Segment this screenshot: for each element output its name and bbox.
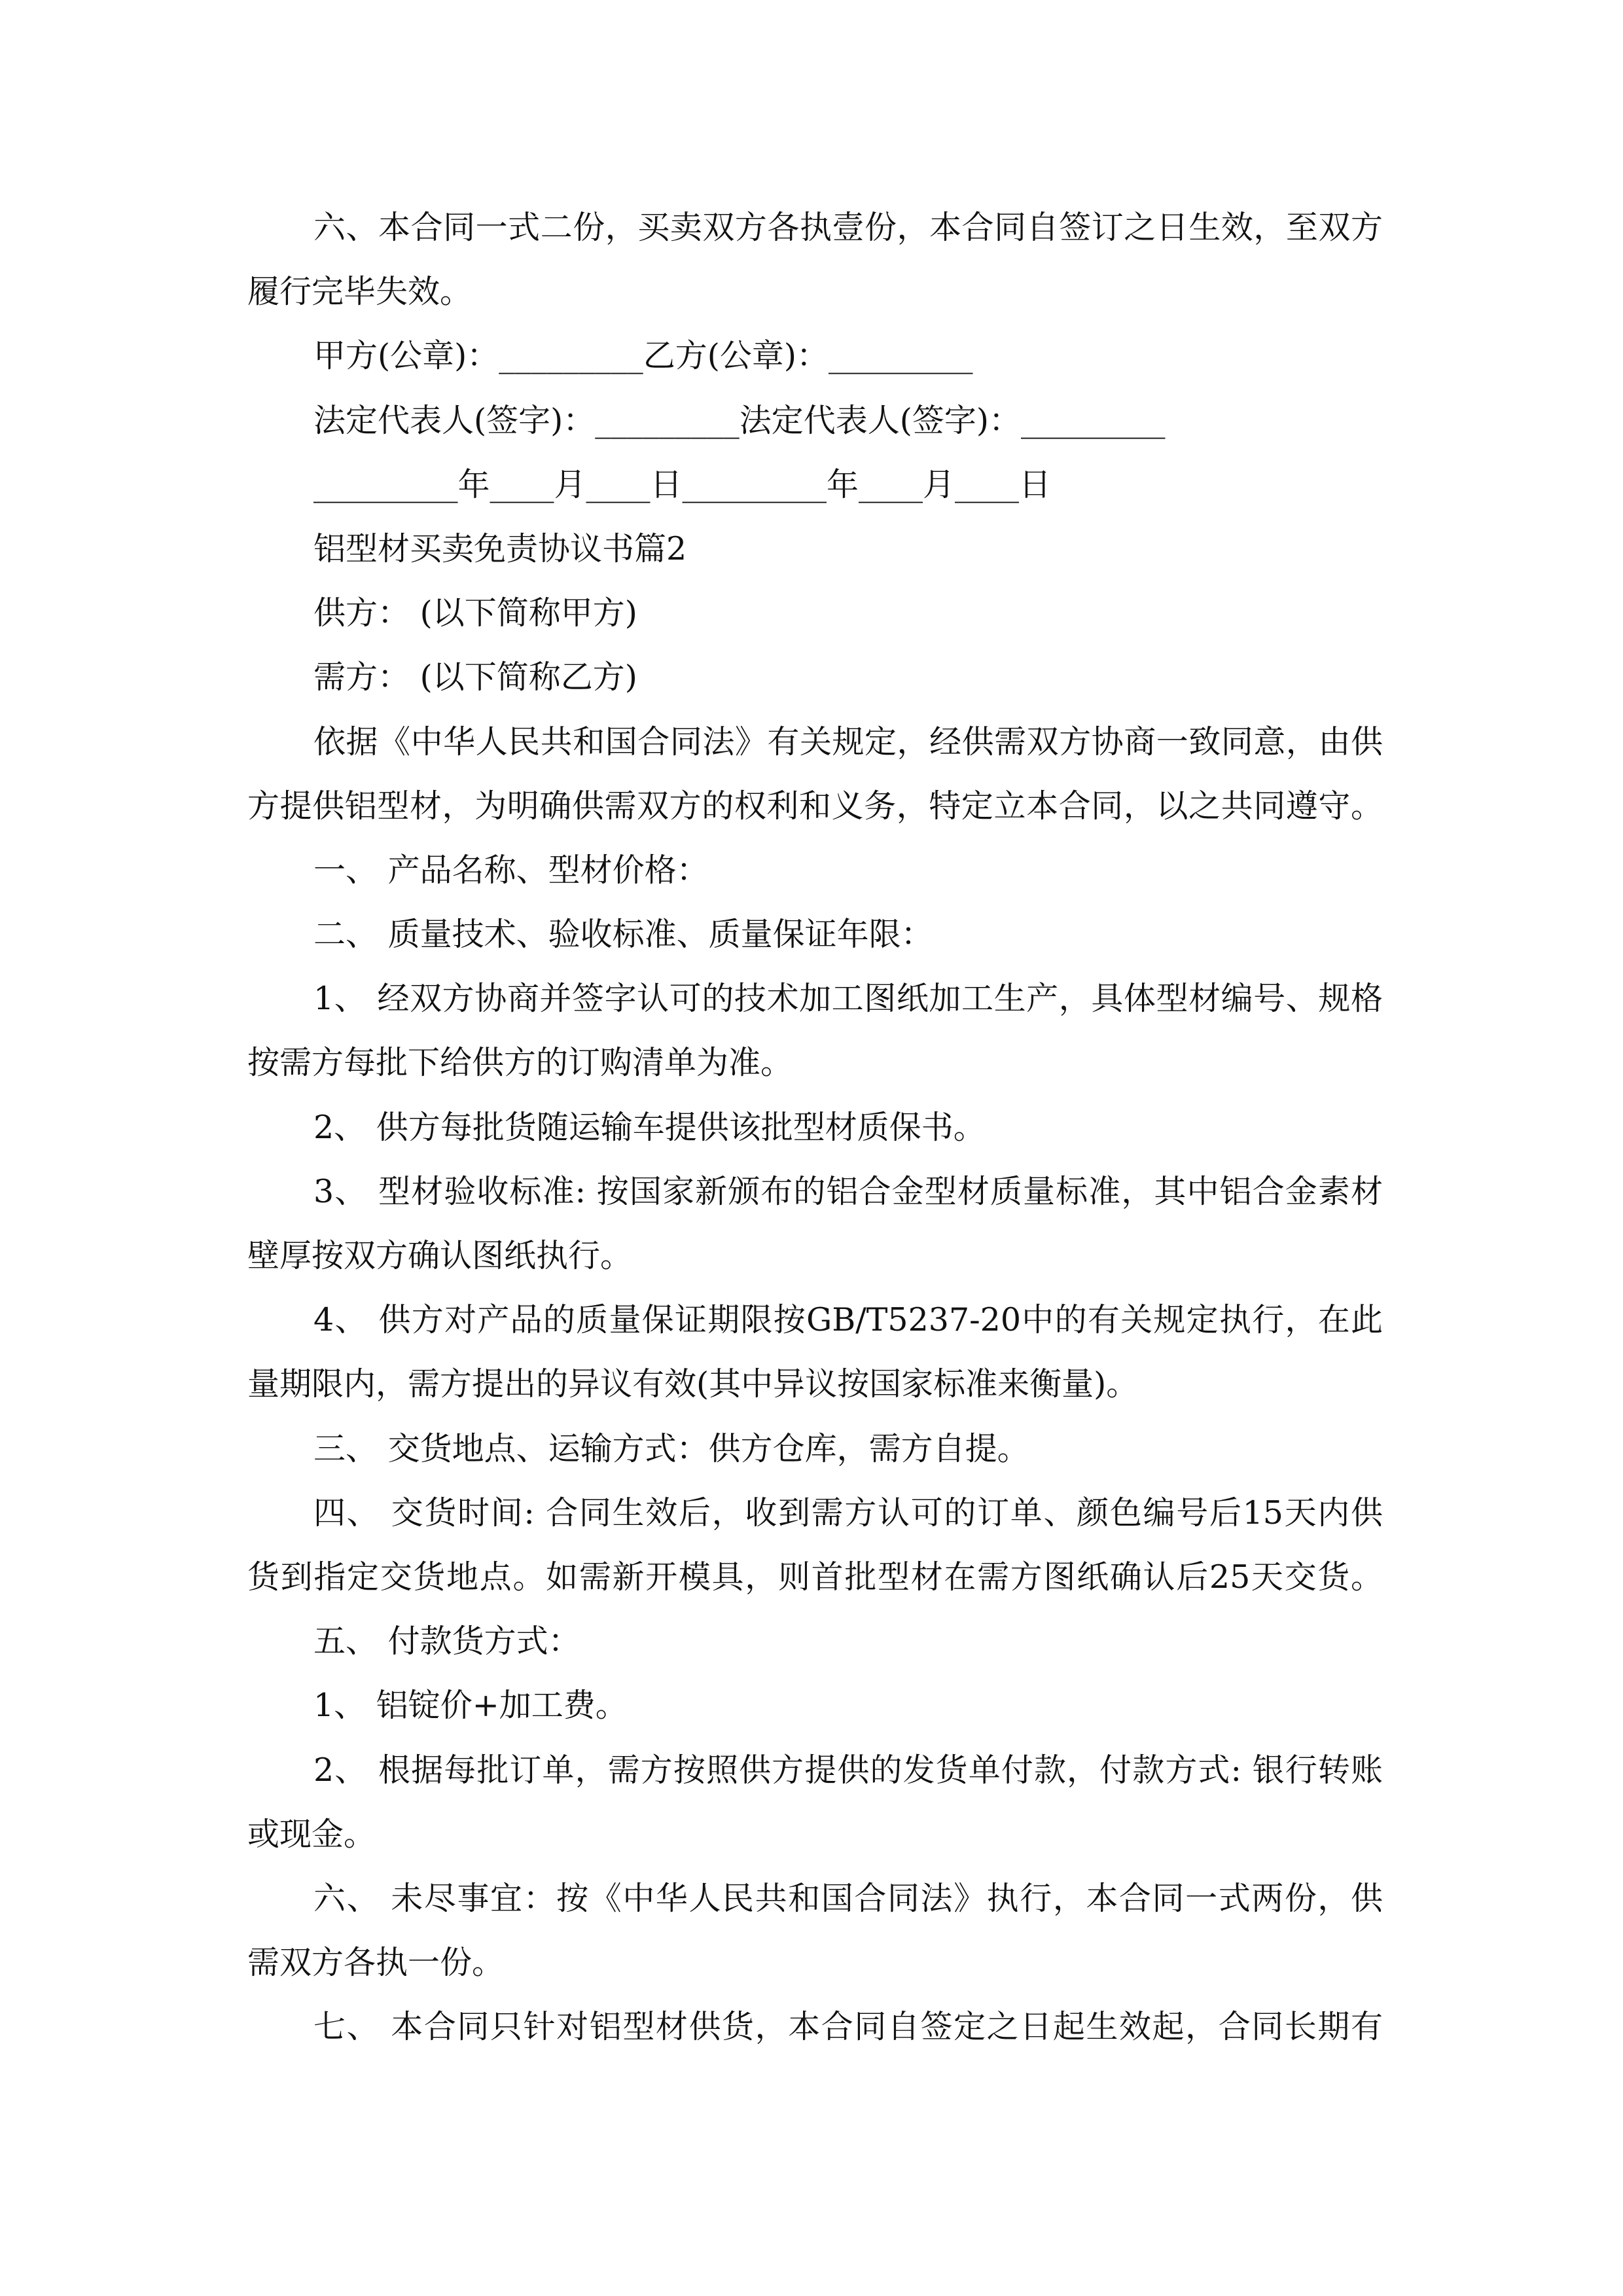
clause-line: 2、 供方每批货随运输车提供该批型材质保书。 [313,1108,986,1146]
signature-line-date: _________年____月____日_________年____月____日 [313,465,1051,503]
clause-line: 1、 铝锭价+加工费。 [313,1687,628,1725]
clause-line: 3、 型材验收标准: 按国家新颁布的铝合金型材质量标准，其中铝合金素材 [313,1172,1383,1210]
preamble-line: 依据《中华人民共和国合同法》有关规定，经供需双方协商一致同意，由供 [313,723,1383,761]
clause-line: 或现金。 [247,1815,376,1853]
preamble-line: 方提供铝型材，为明确供需双方的权利和义务，特定立本合同，以之共同遵守。 [247,787,1383,825]
clause-line: 七、 本合同只针对铝型材供货，本合同自签定之日起生效起，合同长期有 [313,2008,1383,2046]
buyer-line: 需方： (以下简称乙方) [313,658,637,696]
clause-line: 六、本合同一式二份，买卖双方各执壹份，本合同自签订之日生效，至双方 [313,209,1383,246]
clause-heading: 五、 付款货方式： [313,1623,580,1660]
clause-line: 4、 供方对产品的质量保证期限按GB/T5237-20中的有关规定执行，在此 [313,1301,1383,1339]
clause-line: 需双方各执一份。 [247,1944,505,1982]
supplier-line: 供方： (以下简称甲方) [313,594,637,632]
clause-line: 六、 未尽事宜：按《中华人民共和国合同法》执行，本合同一式两份，供 [313,1879,1383,1917]
section-title: 铝型材买卖免责协议书篇2 [313,529,687,567]
clause-line: 1、 经双方协商并签字认可的技术加工图纸加工生产，具体型材编号、规格 [313,980,1383,1018]
clause-heading: 二、 质量技术、验收标准、质量保证年限： [313,916,933,954]
signature-line-seal: 甲方(公章)：_________乙方(公章)：_________ [313,337,973,375]
clause-line: 货到指定交货地点。如需新开模具，则首批型材在需方图纸确认后25天交货。 [247,1558,1383,1596]
clause-line: 2、 根据每批订单，需方按照供方提供的发货单付款，付款方式: 银行转账 [313,1751,1383,1789]
signature-line-representative: 法定代表人(签字)：_________法定代表人(签字)：_________ [313,401,1166,439]
clause-line: 按需方每批下给供方的订购清单为准。 [247,1044,793,1082]
document-body [247,196,1383,2059]
clause-line: 履行完毕失效。 [247,273,473,311]
clause-heading: 一、 产品名称、型材价格： [313,851,709,889]
clause-line: 壁厚按双方确认图纸执行。 [247,1237,633,1274]
clause-line: 四、 交货时间: 合同生效后，收到需方认可的订单、颜色编号后15天内供 [313,1494,1383,1532]
clause-line: 量期限内，需方提出的异议有效(其中异议按国家标准来衡量)。 [247,1365,1139,1403]
clause-heading: 三、 交货地点、运输方式：供方仓库，需方自提。 [313,1429,1029,1467]
